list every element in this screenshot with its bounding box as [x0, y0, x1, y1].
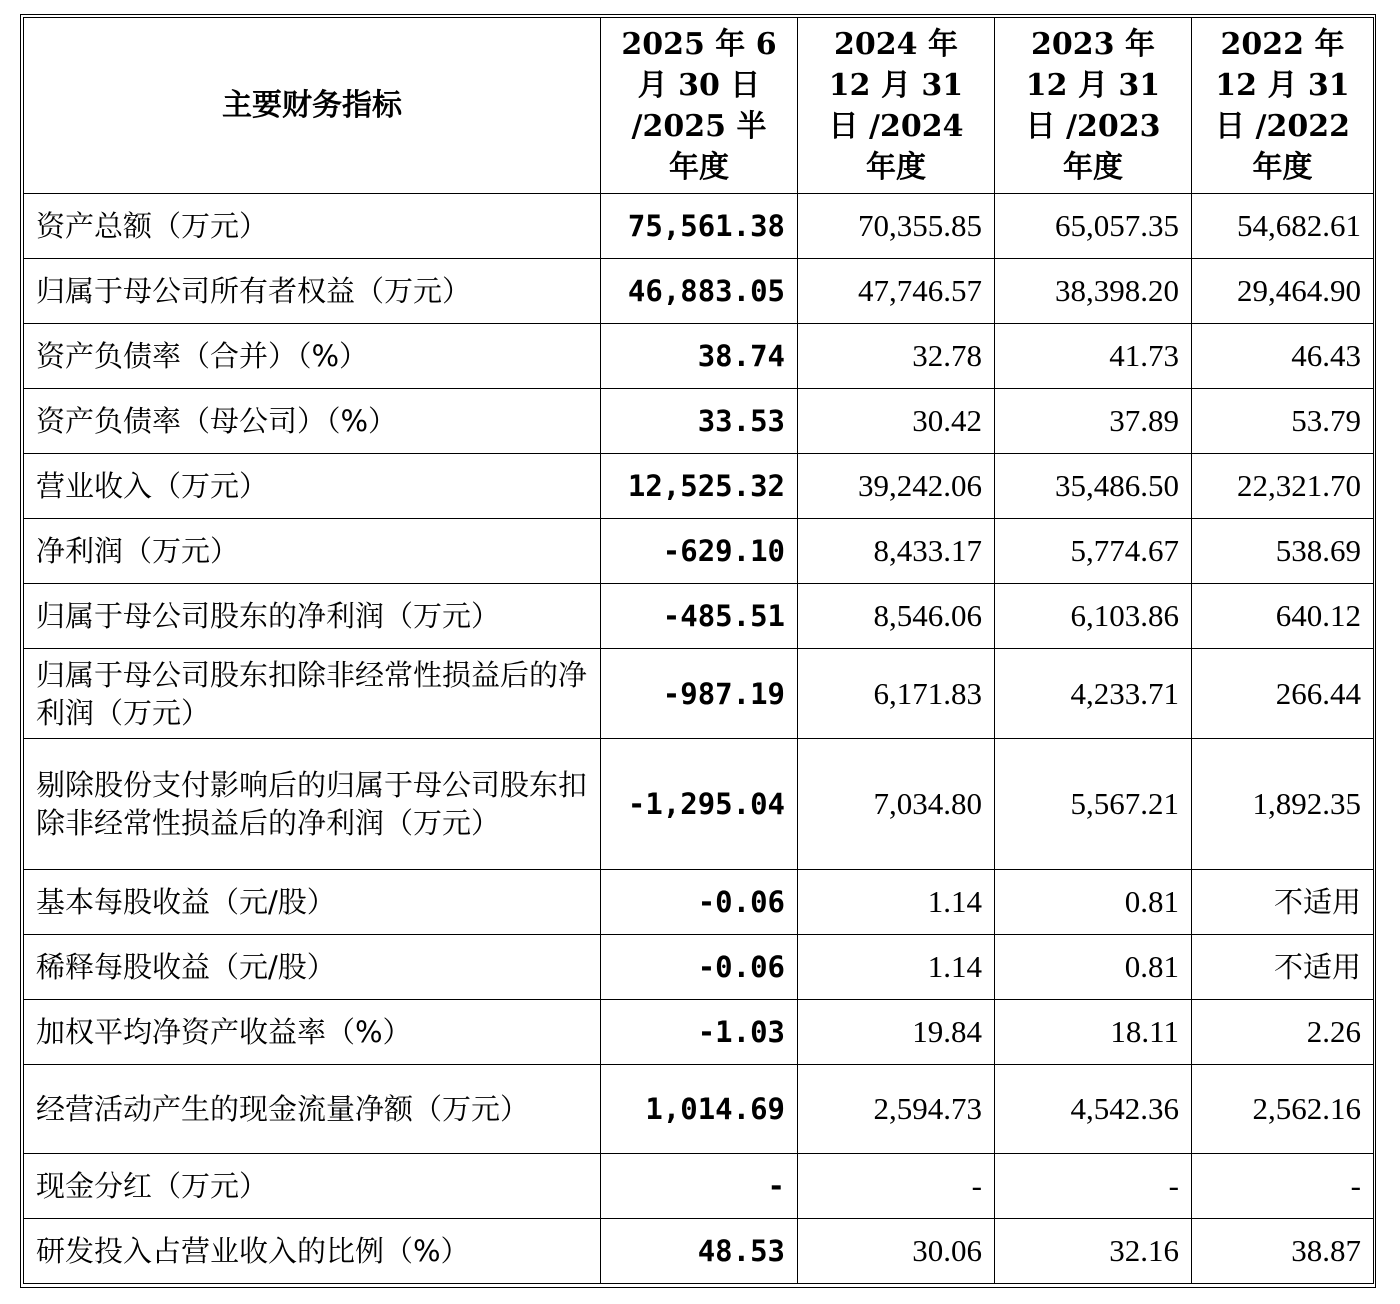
cell-2023: 5,774.67	[995, 519, 1192, 584]
row-label: 净利润（万元）	[24, 519, 601, 584]
header-2023: 2023 年 12 月 31 日 /2023 年度	[995, 18, 1192, 194]
cell-2023: 35,486.50	[995, 454, 1192, 519]
header-2022: 2022 年 12 月 31 日 /2022 年度	[1192, 18, 1374, 194]
header-row	[24, 18, 1374, 194]
header-indicator: 主要财务指标	[24, 18, 601, 194]
cell-2023: 4,233.71	[995, 649, 1192, 739]
cell-2022: 2,562.16	[1192, 1065, 1374, 1154]
cell-2024: 70,355.85	[798, 194, 995, 259]
cell-2024: 39,242.06	[798, 454, 995, 519]
row-label: 研发投入占营业收入的比例（%）	[24, 1219, 601, 1284]
cell-2023: 65,057.35	[995, 194, 1192, 259]
cell-2025h1: -485.51	[601, 584, 798, 649]
table-row	[24, 649, 1374, 739]
cell-2022: 29,464.90	[1192, 259, 1374, 324]
row-label: 归属于母公司所有者权益（万元）	[24, 259, 601, 324]
header-2025h1: 2025 年 6 月 30 日 /2025 半 年度	[601, 18, 798, 194]
cell-2025h1: 38.74	[601, 324, 798, 389]
table-row	[24, 870, 1374, 935]
cell-2024: 8,433.17	[798, 519, 995, 584]
row-label: 营业收入（万元）	[24, 454, 601, 519]
cell-2023: 37.89	[995, 389, 1192, 454]
cell-2023: 5,567.21	[995, 739, 1192, 870]
cell-2025h1: 46,883.05	[601, 259, 798, 324]
row-label: 资产负债率（合并）（%）	[24, 324, 601, 389]
cell-2025h1: -0.06	[601, 870, 798, 935]
row-label: 基本每股收益（元/股）	[24, 870, 601, 935]
cell-2025h1: -987.19	[601, 649, 798, 739]
cell-2024: 32.78	[798, 324, 995, 389]
table-row	[24, 454, 1374, 519]
cell-2023: 4,542.36	[995, 1065, 1192, 1154]
row-label: 加权平均净资产收益率（%）	[24, 1000, 601, 1065]
cell-2024: 47,746.57	[798, 259, 995, 324]
cell-2024: 1.14	[798, 870, 995, 935]
table-row	[24, 584, 1374, 649]
table-row	[24, 1000, 1374, 1065]
cell-2024: 2,594.73	[798, 1065, 995, 1154]
cell-2025h1: -	[601, 1154, 798, 1219]
cell-2022: 640.12	[1192, 584, 1374, 649]
cell-2023: -	[995, 1154, 1192, 1219]
cell-2023: 6,103.86	[995, 584, 1192, 649]
row-label: 稀释每股收益（元/股）	[24, 935, 601, 1000]
row-label: 现金分红（万元）	[24, 1154, 601, 1219]
table-row	[24, 324, 1374, 389]
cell-2022: 不适用	[1192, 935, 1374, 1000]
cell-2025h1: -1,295.04	[601, 739, 798, 870]
cell-2022: 46.43	[1192, 324, 1374, 389]
cell-2022: 538.69	[1192, 519, 1374, 584]
table-row	[24, 1065, 1374, 1154]
cell-2024: 6,171.83	[798, 649, 995, 739]
cell-2023: 38,398.20	[995, 259, 1192, 324]
cell-2022: 38.87	[1192, 1219, 1374, 1284]
cell-2025h1: 1,014.69	[601, 1065, 798, 1154]
cell-2024: 30.06	[798, 1219, 995, 1284]
cell-2025h1: -629.10	[601, 519, 798, 584]
financial-indicators-table	[23, 17, 1374, 1284]
row-label: 经营活动产生的现金流量净额（万元）	[24, 1065, 601, 1154]
cell-2022: 1,892.35	[1192, 739, 1374, 870]
row-label: 资产负债率（母公司）（%）	[24, 389, 601, 454]
cell-2023: 0.81	[995, 870, 1192, 935]
cell-2025h1: -1.03	[601, 1000, 798, 1065]
cell-2025h1: 48.53	[601, 1219, 798, 1284]
cell-2024: -	[798, 1154, 995, 1219]
row-label: 资产总额（万元）	[24, 194, 601, 259]
cell-2022: 22,321.70	[1192, 454, 1374, 519]
row-label: 剔除股份支付影响后的归属于母公司股东扣除非经常性损益后的净利润（万元）	[24, 739, 601, 870]
cell-2022: 53.79	[1192, 389, 1374, 454]
table-row	[24, 519, 1374, 584]
cell-2022: 不适用	[1192, 870, 1374, 935]
cell-2023: 0.81	[995, 935, 1192, 1000]
cell-2022: -	[1192, 1154, 1374, 1219]
cell-2025h1: 33.53	[601, 389, 798, 454]
row-label: 归属于母公司股东扣除非经常性损益后的净利润（万元）	[24, 649, 601, 739]
table-row	[24, 1154, 1374, 1219]
cell-2024: 1.14	[798, 935, 995, 1000]
cell-2023: 41.73	[995, 324, 1192, 389]
cell-2024: 30.42	[798, 389, 995, 454]
cell-2024: 8,546.06	[798, 584, 995, 649]
table-row	[24, 389, 1374, 454]
cell-2024: 19.84	[798, 1000, 995, 1065]
cell-2023: 18.11	[995, 1000, 1192, 1065]
cell-2024: 7,034.80	[798, 739, 995, 870]
table-row	[24, 1219, 1374, 1284]
cell-2022: 266.44	[1192, 649, 1374, 739]
table-row	[24, 739, 1374, 870]
cell-2022: 54,682.61	[1192, 194, 1374, 259]
table-row	[24, 194, 1374, 259]
cell-2025h1: -0.06	[601, 935, 798, 1000]
cell-2022: 2.26	[1192, 1000, 1374, 1065]
cell-2025h1: 12,525.32	[601, 454, 798, 519]
header-2024: 2024 年 12 月 31 日 /2024 年度	[798, 18, 995, 194]
cell-2025h1: 75,561.38	[601, 194, 798, 259]
row-label: 归属于母公司股东的净利润（万元）	[24, 584, 601, 649]
cell-2023: 32.16	[995, 1219, 1192, 1284]
table-row	[24, 259, 1374, 324]
table-row	[24, 935, 1374, 1000]
